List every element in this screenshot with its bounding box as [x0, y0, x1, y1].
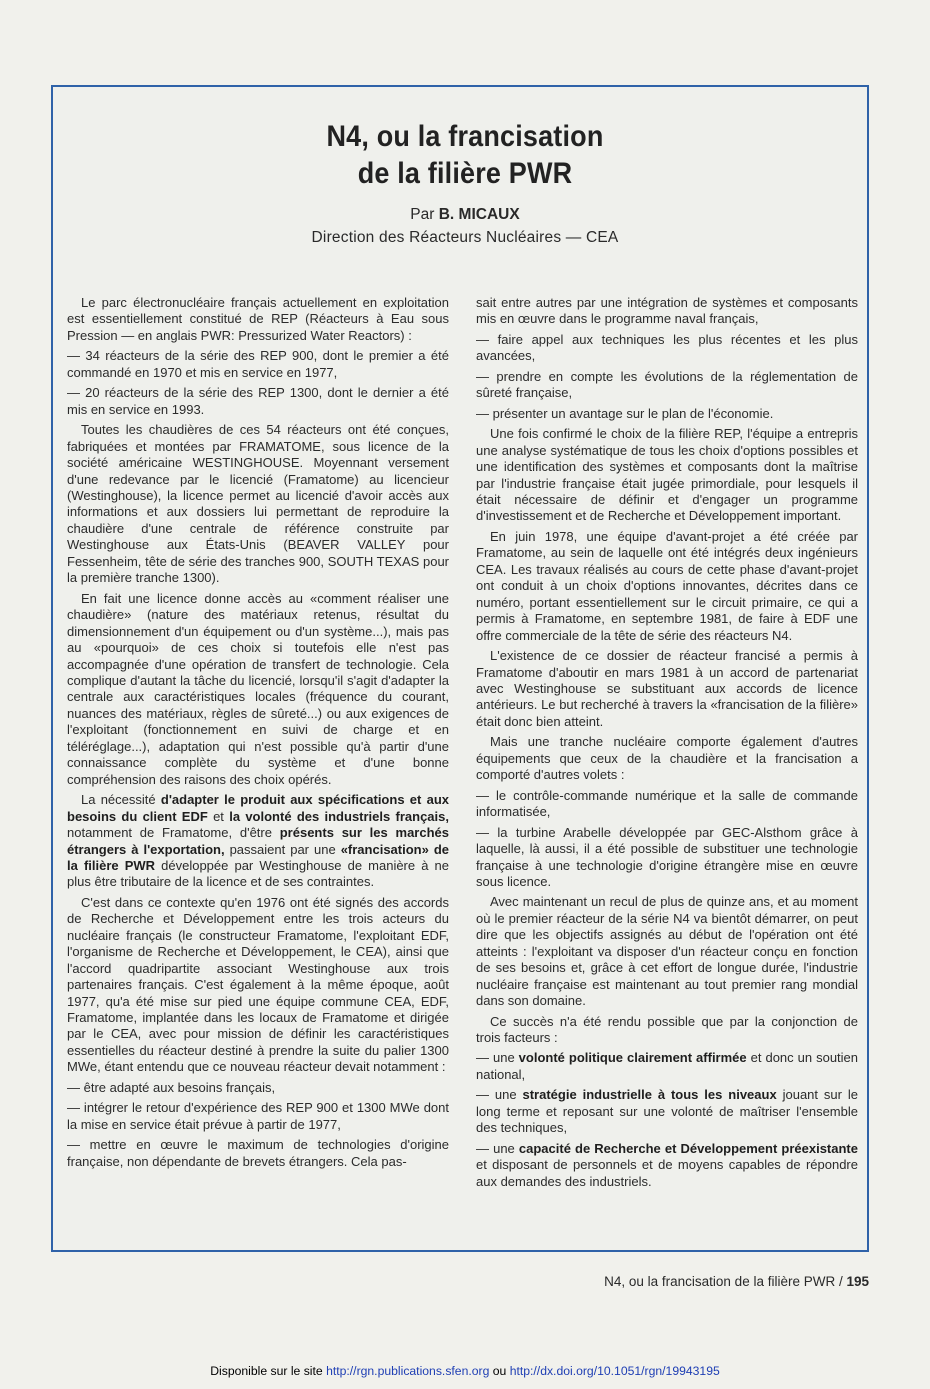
byline: [0, 205, 930, 224]
rgn-site-link[interactable]: http://rgn.publications.sfen.org: [326, 1364, 490, 1378]
list-paragraph: [67, 1100, 449, 1133]
page-number: 195: [846, 1274, 869, 1289]
emphasis-text: stratégie industrielle à tous les niveaux: [522, 1087, 777, 1103]
list-paragraph: [67, 1080, 449, 1096]
paragraph: [67, 295, 449, 344]
emphasis-text: la volonté des industriels français,: [229, 808, 449, 824]
text-run: Avec maintenant un recul de plus de quinze ans, et au moment où le premier réacteur de la série N4 va bientôt démarrer, on peut dire que les objectifs assignés au début de l'opération ont été atteints : l'exploitant va disposer d'un réacteur conçu en fonction de ses besoins et, grâce à cet effort de longue durée, l'industrie nucléaire française est maintenant au tout premier rang mondial dans son domaine.: [476, 894, 858, 1009]
text-run: sait entre autres par une intégration de systèmes et composants mis en œuvre dans le programme naval français,: [476, 295, 858, 327]
text-run: — présenter un avantage sur le plan de l'économie.: [476, 405, 774, 421]
text-run: Le parc électronucléaire français actuellement en exploitation est essentiellement constitué de REP (Réacteurs à Eau sous Pression — en anglais PWR: Pressurized Water Reactors) :: [67, 295, 449, 343]
text-run: et donc un soutien national,: [476, 1050, 859, 1082]
paragraph: [476, 648, 858, 730]
list-paragraph: [476, 295, 858, 328]
paragraph: [476, 734, 858, 783]
text-run: La nécessité: [81, 792, 161, 808]
list-paragraph: [476, 825, 858, 891]
running-title: N4, ou la francisation de la filière PWR /: [604, 1274, 847, 1289]
text-run: Ce succès n'a été rendu possible que par la conjonction de trois facteurs :: [476, 1013, 858, 1046]
text-run: notamment de Framatome, d'être: [67, 825, 280, 841]
text-run: — une: [476, 1140, 519, 1156]
list-paragraph: [476, 369, 858, 402]
list-paragraph: [476, 788, 858, 821]
paragraph: [67, 895, 449, 1076]
paragraph: [476, 894, 858, 1009]
emphasis-text: d'adapter le produit aux spécifications et aux besoins du client EDF: [67, 792, 449, 824]
emphasis-text: capacité de Recherche et Développement préexistante: [518, 1140, 858, 1156]
title-line-2: de la filière PWR: [357, 157, 573, 190]
list-paragraph: [67, 1137, 449, 1170]
text-run: — être adapté aux besoins français,: [67, 1079, 276, 1095]
text-run: passaient par une: [224, 841, 341, 857]
text-run: Toutes les chaudières de ces 54 réacteurs ont été conçues, fabriquées et montées par FRAMATOME, sous licence de la société américaine WESTINGHOUSE. Moyennant versement d'une redevance par le licencié (Framatome) au licencieur (Westinghouse), la licence permet au licencié d'avoir accès aux informations et aux dossiers lui permettant de reproduire la chaudière d'une centrale de référence construite par Westinghouse aux États-Unis (BEAVER VALLEY pour Fessenheim, tête de série des tranches 900, SOUTH TEXAS pour la première tranche 1300).: [67, 422, 449, 586]
title-line-1: N4, ou la francisation: [326, 120, 604, 153]
emphasis-text: présents sur les marchés étrangers à l'exportation,: [67, 825, 449, 857]
paragraph: [476, 426, 858, 525]
text-run: — une: [476, 1050, 519, 1066]
text-run: — 20 réacteurs de la série des REP 1300, dont le dernier a été mis en service en 1993.: [67, 385, 449, 417]
list-paragraph: [67, 385, 449, 418]
list-paragraph: [476, 406, 858, 422]
doi-link[interactable]: http://dx.doi.org/10.1051/rgn/19943195: [509, 1364, 720, 1378]
paragraph: [67, 422, 449, 587]
paragraph: [67, 591, 449, 788]
running-footer: [604, 1273, 869, 1290]
text-run: développée par Westinghouse de manière à ne plus être tributaire de la licence et de ses contraintes.: [67, 857, 449, 890]
paragraph: [476, 529, 858, 644]
text-run: — intégrer le retour d'expérience des REP 900 et 1300 MWe dont la mise en service était prévue à partir de 1977,: [67, 1100, 449, 1132]
text-run: — faire appel aux techniques les plus récentes et les plus avancées,: [476, 331, 858, 364]
text-run: — le contrôle-commande numérique et la salle de commande informatisée,: [476, 787, 858, 820]
text-run: et: [207, 808, 230, 824]
article-title: [47, 118, 884, 192]
list-paragraph: [476, 1141, 858, 1190]
availability-prefix: Disponible sur le site: [210, 1364, 327, 1378]
text-run: — 34 réacteurs de la série des REP 900, dont le premier a été commandé en 1970 et mis en service en 1977,: [67, 348, 449, 380]
emphasis-text: volonté politique clairement affirmée: [518, 1050, 747, 1066]
left-column: [67, 295, 449, 1174]
text-run: En fait une licence donne accès au «comment réaliser une chaudière» (nature des matériaux retenus, résultat du dimensionnement d'un équipement ou d'un système...), mais pas au «pourquoi» de ces choix si toutefois elle n'est pas accompagnée d'une opération de transfert de technologie. Cela complique d'autant la tâche du licencié, lorsqu'il s'agit d'adapter la centrale aux caractéristiques locales (fréquence du courant, nuances des matériaux, règles de sûreté...) ou aux exigences de l'exploitant (fonctionnement en suivi de charge et en téléréglage...), adaptation qui n'est possible qu'à partir d'une connaissance complète du système et d'une bonne compréhension des raisons des choix opérés.: [67, 590, 449, 787]
emphasis-text: «francisation» de la filière PWR: [67, 841, 449, 873]
availability-middle: ou: [489, 1364, 510, 1378]
text-run: — une: [476, 1087, 523, 1103]
text-run: L'existence de ce dossier de réacteur francisé a permis à Framatome d'aboutir en mars 1981 à un accord de partenariat avec Westinghouse se substituant aux accords de licence antérieurs. Le but recherché à travers la «francisation de la filière» était donc bien atteint.: [476, 648, 858, 729]
paragraph: [67, 792, 449, 891]
availability-note: [0, 1364, 930, 1379]
text-run: — la turbine Arabelle développée par GEC-Alsthom grâce à laquelle, là aussi, il a été possible de substituer une technologie française à une technologie d'origine étrangère mise en œuvre sous licence.: [476, 824, 858, 889]
text-run: jouant sur le long terme et reposant sur une volonté de maîtriser l'ensemble des techniques,: [476, 1087, 858, 1136]
text-run: — mettre en œuvre le maximum de technologies d'origine française, non dépendante de brevets étrangers. Cela pas-: [67, 1137, 449, 1169]
text-run: Mais une tranche nucléaire comporte également d'autres équipements que ceux de la chaudière et la francisation a comporté d'autres volets :: [476, 734, 858, 783]
text-run: En juin 1978, une équipe d'avant-projet a été créée par Framatome, au sein de laquelle ont été intégrés deux ingénieurs CEA. Les travaux réalisés au cours de cette phase d'avant-projet ont conduit à un choix d'options innovantes, décrites dans ce numéro, portant essentiellement sur le circuit primaire, ce qui a permis à Framatome, en septembre 1981, de faire à EDF une offre commerciale de la tête de série des réacteurs N4.: [476, 528, 858, 643]
list-paragraph: [476, 1050, 858, 1083]
byline-prefix: Par: [410, 206, 435, 223]
list-paragraph: [67, 348, 449, 381]
text-run: C'est dans ce contexte qu'en 1976 ont été signés des accords de Recherche et Développement entre les trois acteurs du nucléaire français (le constructeur Framatome, l'exploitant EDF, l'organisme de Recherche et Développement, le CEA), ainsi que l'accord quadripartite associant Westinghouse aux trois partenaires français. C'est également à la même époque, août 1977, qu'a été mise sur pied une équipe commune CEA, EDF, Framatome, implantée dans les locaux de Framatome et dirigée par le CEA, avec pour mission de définir les caractéristiques essentielles du réacteur destiné à prendre la suite du palier 1300 MWe, étant entendu que ce nouveau réacteur devait notamment :: [67, 894, 449, 1075]
text-run: Une fois confirmé le choix de la filière REP, l'équipe a entrepris une analyse systématique de tous les choix d'options possibles et une identification des systèmes et composants dont la maîtrise par l'industrie française était jugée primordiale, pour lesquels il était nécessaire de définir et d'engager un programme d'investissement et de Recherche et Développement important.: [476, 426, 858, 524]
text-run: — prendre en compte les évolutions de la réglementation de sûreté française,: [476, 368, 858, 401]
author-affiliation: Direction des Réacteurs Nucléaires — CEA: [311, 229, 619, 246]
right-column: [476, 295, 858, 1194]
list-paragraph: [476, 1087, 858, 1136]
paragraph: [476, 1014, 858, 1047]
list-paragraph: [476, 332, 858, 365]
text-run: et disposant de personnels et de moyens capables de répondre aux demandes des industriels.: [476, 1157, 858, 1189]
author-name: B. MICAUX: [438, 206, 520, 223]
